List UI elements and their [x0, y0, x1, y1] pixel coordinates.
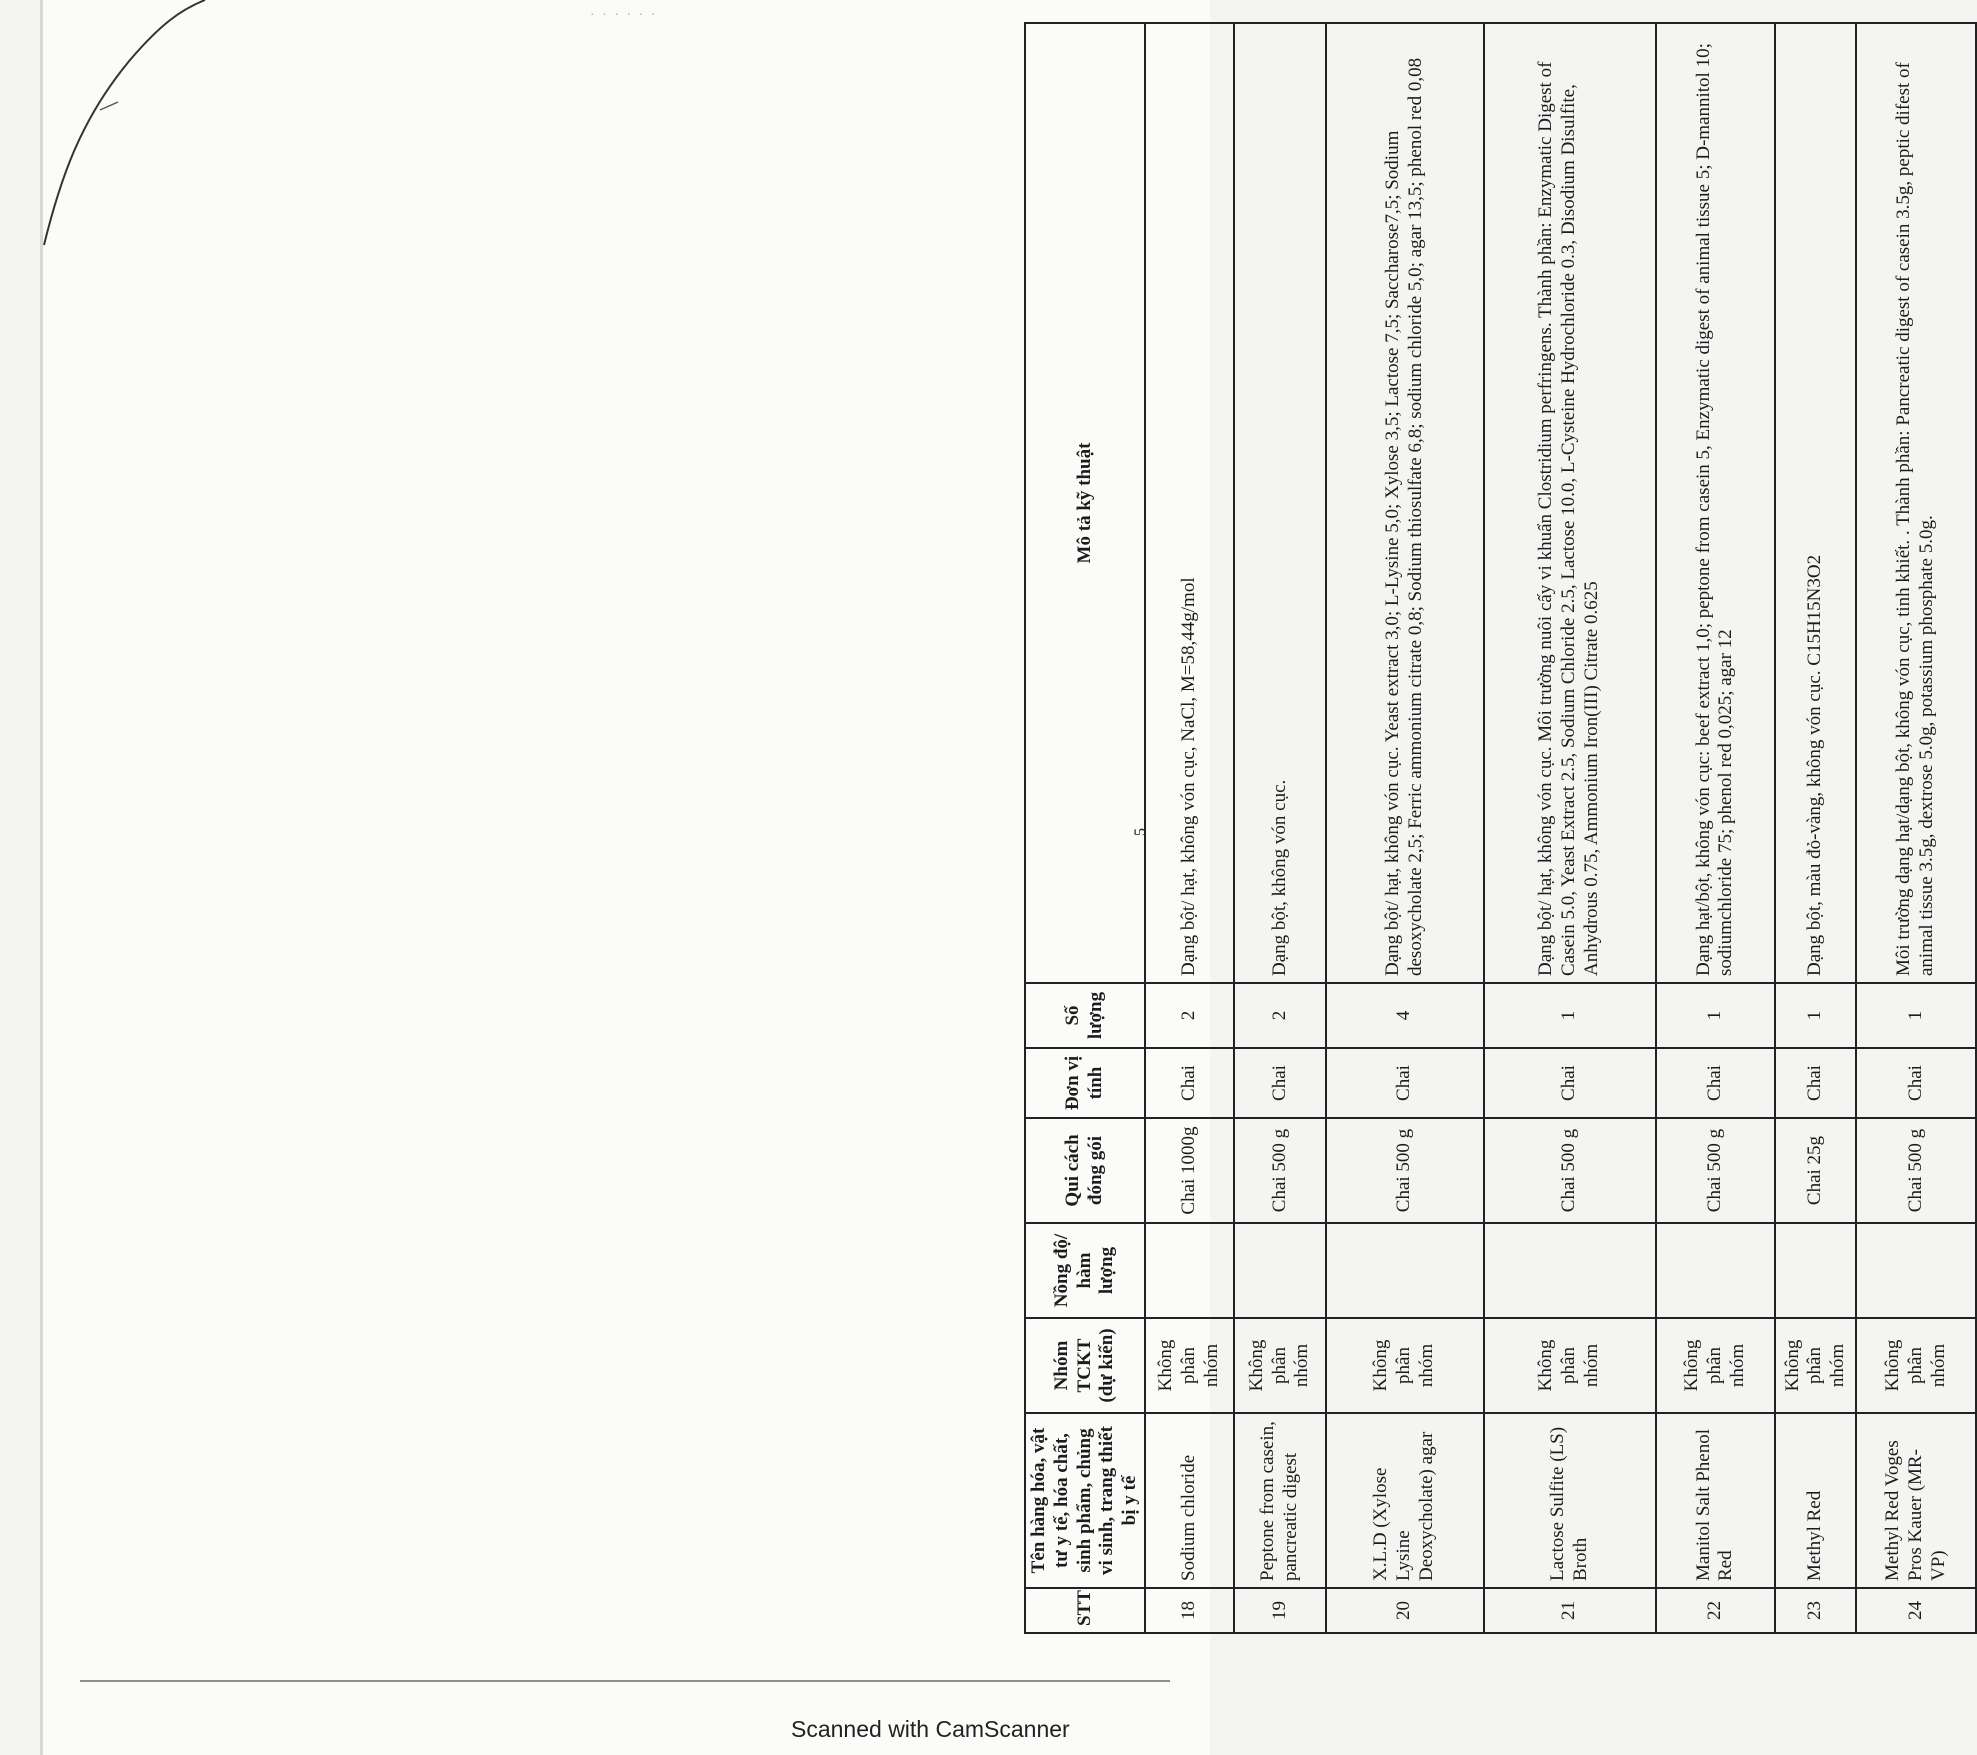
cell-group: Không phân nhóm	[1234, 1318, 1325, 1413]
table-row	[1234, 23, 1325, 1633]
camscanner-watermark: Scanned with CamScanner	[791, 1716, 1070, 1742]
scan-artifact-marks: · · · · · ·	[590, 8, 658, 23]
cell-packing: Chai 500 g	[1484, 1118, 1656, 1223]
cell-unit: Chai	[1145, 1048, 1234, 1118]
header-description: Mô tả kỹ thuật	[1025, 23, 1145, 983]
cell-stt: 21	[1484, 1588, 1656, 1633]
cell-name: Lactose Sulfite (LS) Broth	[1484, 1413, 1656, 1588]
cell-concentration	[1234, 1223, 1325, 1318]
cell-quantity: 2	[1145, 983, 1234, 1048]
cell-unit: Chai	[1234, 1048, 1325, 1118]
cell-quantity: 4	[1326, 983, 1484, 1048]
cell-unit: Chai	[1656, 1048, 1776, 1118]
cell-concentration	[1856, 1223, 1976, 1318]
cell-group: Không phân nhóm	[1145, 1318, 1234, 1413]
cell-group: Không phân nhóm	[1326, 1318, 1484, 1413]
table-header-row	[1025, 23, 1145, 1633]
header-unit: Đơn vị tính	[1025, 1048, 1145, 1118]
cell-group: Không phân nhóm	[1856, 1318, 1976, 1413]
table-row	[1775, 23, 1856, 1633]
rotated-table-region	[1024, 24, 1977, 1634]
cell-group: Không phân nhóm	[1775, 1318, 1856, 1413]
cell-group: Không phân nhóm	[1484, 1318, 1656, 1413]
cell-concentration	[1326, 1223, 1484, 1318]
table-row	[1145, 23, 1234, 1633]
cell-unit: Chai	[1326, 1048, 1484, 1118]
cell-name: Methyl Red	[1775, 1413, 1856, 1588]
cell-description: Dạng hạt/bột, không vón cục: beef extract 1,0; peptone from casein 5, Enzymatic digest of animal tissue 5; D-mannitol 10; sodiumchloride 75; phenol red 0,025; agar 12	[1656, 23, 1776, 983]
cell-description: Môi trường dạng hạt/dạng bột, không vón cục, tinh khiết. . Thành phần: Pancreatic digest of casein 3.5g, peptic difest of animal tissue 3.5g, dextrose 5.0g, potassium phosphate 5.0g.	[1856, 23, 1976, 983]
cell-name: Manitol Salt Phenol Red	[1656, 1413, 1776, 1588]
cell-name: X.L.D (Xylose Lysine Deoxycholate) agar	[1326, 1413, 1484, 1588]
cell-description: Dạng bột, không vón cục.	[1234, 23, 1325, 983]
table-row	[1484, 23, 1656, 1633]
cell-packing: Chai 25g	[1775, 1118, 1856, 1223]
cell-stt: 23	[1775, 1588, 1856, 1633]
header-concentration: Nồng độ/ hàm lượng	[1025, 1223, 1145, 1318]
cell-concentration	[1484, 1223, 1656, 1318]
table-row	[1856, 23, 1976, 1633]
page-number: 5	[1132, 828, 1149, 836]
cell-quantity: 2	[1234, 983, 1325, 1048]
cell-group: Không phân nhóm	[1656, 1318, 1776, 1413]
header-packing: Qui cách đóng gói	[1025, 1118, 1145, 1223]
cell-description: Dạng bột/ hạt, không vón cục. Yeast extract 3,0; L-Lysine 5,0; Xylose 3,5; Lactose 7,5; Saccharose7,5; Sodium desoxycholate 2,5; Ferric ammonium citrate 0,8; Sodium thiosulfate 6,8; sodium chloride 5,0; agar 13,5; phenol red 0,08	[1326, 23, 1484, 983]
cell-unit: Chai	[1775, 1048, 1856, 1118]
cell-name: Peptone from casein, pancreatic digest	[1234, 1413, 1325, 1588]
table-row	[1656, 23, 1776, 1633]
cell-packing: Chai 500 g	[1856, 1118, 1976, 1223]
cell-concentration	[1656, 1223, 1776, 1318]
cell-stt: 24	[1856, 1588, 1976, 1633]
cell-packing: Chai 1000g	[1145, 1118, 1234, 1223]
cell-packing: Chai 500 g	[1234, 1118, 1325, 1223]
header-stt: STT	[1025, 1588, 1145, 1633]
cell-quantity: 1	[1484, 983, 1656, 1048]
header-quantity: Số lượng	[1025, 983, 1145, 1048]
cell-name: Sodium chloride	[1145, 1413, 1234, 1588]
cell-quantity: 1	[1856, 983, 1976, 1048]
cell-description: Dạng bột/ hạt, không vón cục, NaCl, M=58,44g/mol	[1145, 23, 1234, 983]
cell-packing: Chai 500 g	[1656, 1118, 1776, 1223]
cell-concentration	[1145, 1223, 1234, 1318]
cell-quantity: 1	[1775, 983, 1856, 1048]
cell-description: Dạng bột/ hạt, không vón cục. Môi trường nuôi cấy vi khuẩn Clostridium perfringens. Thành phần: Enzymatic Digest of Casein 5.0, Yeast Extract 2.5, Sodium Chloride 2.5, Lactose 10.0, L-Cysteine Hydrochloride 0.3, Disodium Disulfite, Anhydrous 0.75, Ammonium Iron(III) Citrate 0.625	[1484, 23, 1656, 983]
cell-stt: 19	[1234, 1588, 1325, 1633]
cell-concentration	[1775, 1223, 1856, 1318]
cell-unit: Chai	[1856, 1048, 1976, 1118]
table-row	[1326, 23, 1484, 1633]
header-name: Tên hàng hóa, vật tư y tế, hóa chất, sinh phẩm, chủng vi sinh, trang thiết bị y tế	[1025, 1413, 1145, 1588]
header-group: Nhóm TCKT (dự kiến)	[1025, 1318, 1145, 1413]
cell-description: Dạng bột, màu đỏ-vàng, không vón cục. C15H15N3O2	[1775, 23, 1856, 983]
technical-spec-table	[1024, 22, 1977, 1634]
cell-stt: 20	[1326, 1588, 1484, 1633]
cell-name: Methyl Red Voges Pros Kauer (MR-VP)	[1856, 1413, 1976, 1588]
cell-packing: Chai 500 g	[1326, 1118, 1484, 1223]
cell-stt: 18	[1145, 1588, 1234, 1633]
cell-quantity: 1	[1656, 983, 1776, 1048]
cell-unit: Chai	[1484, 1048, 1656, 1118]
page-edge-shadow	[40, 0, 43, 1755]
bottom-rule	[80, 1680, 1170, 1682]
cell-stt: 22	[1656, 1588, 1776, 1633]
